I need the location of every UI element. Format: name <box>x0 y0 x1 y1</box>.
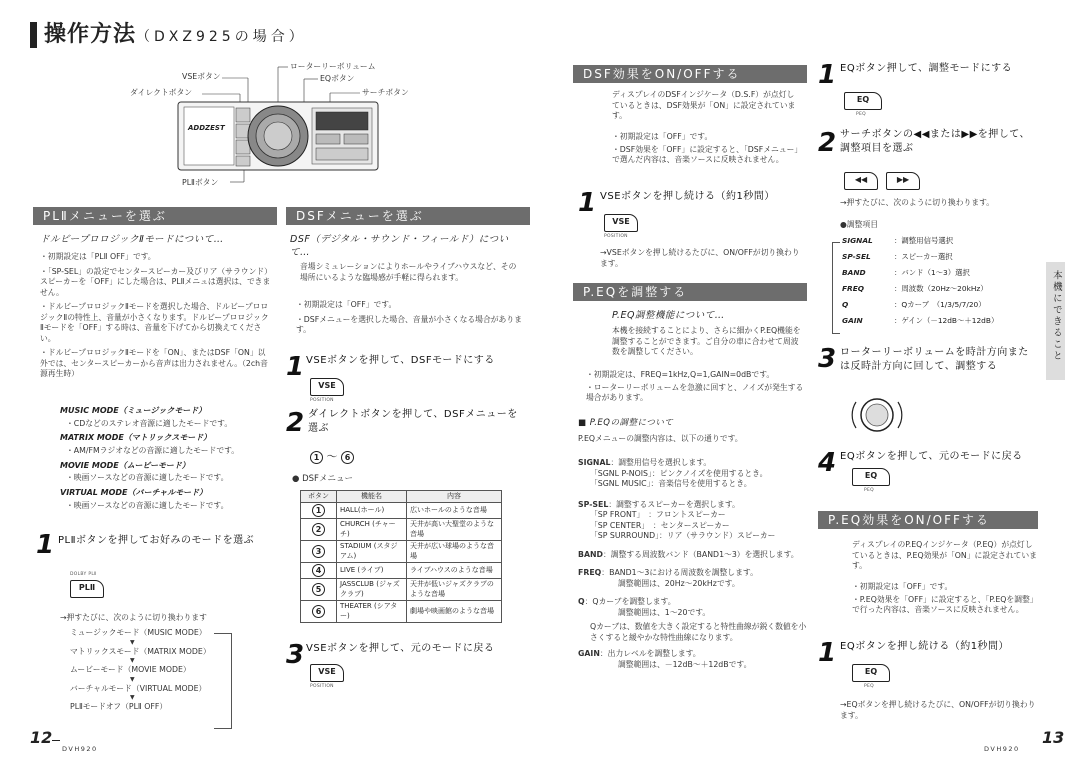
dsf-table <box>300 490 502 623</box>
dsf-onoff-step-text: VSEボタンを押し続ける（約1秒間） <box>600 191 775 202</box>
pl2-callout: PLⅡボタン <box>182 178 219 187</box>
footer-rule-left <box>52 740 60 741</box>
list-item: SIGNAL ：調整用信号選択 <box>842 236 954 245</box>
vse-button[interactable]: VSE <box>310 378 344 396</box>
eq-step2-text: サーチボタンの◀◀または▶▶を押して、調整項目を選ぶ <box>840 129 1031 154</box>
peq-option: 「SGNL P-NOIS」：ピンクノイズを使用するとき。 <box>590 468 768 478</box>
dsf-name: STADIUM (スタジアム) <box>337 541 407 563</box>
position-label: POSITION <box>310 684 334 689</box>
eq-step3-number: 3 <box>818 344 837 374</box>
chapter-side-tab: 本機にできること <box>1046 262 1065 380</box>
peq-label: PEQ <box>856 112 866 117</box>
list-item: FREQ ：周波数（20Hz～20kHz） <box>842 283 988 293</box>
peq-sub-heading: ■ P.EQの調整について <box>578 418 674 428</box>
eq-step2-note: →押すたびに、次のように切り換わります。 <box>840 198 995 207</box>
mode-name: MATRIX MODE（マトリックスモード） <box>60 433 212 443</box>
dsf-step2-text: ダイレクトボタンを押して、DSFメニューを選ぶ <box>308 409 518 434</box>
peq-onoff-step-number: 1 <box>818 638 837 668</box>
peq-onoff-note: ・初期設定は「OFF」です。 <box>852 582 953 591</box>
direct-button-icon: 4 <box>312 564 325 577</box>
down-arrow-icon: ▼ <box>130 675 135 683</box>
peq-onoff-note: ・P.EQ効果を「OFF」に設定すると、「P.EQを調整」で行った内容は、音楽ソースに反映されません。 <box>852 594 1038 615</box>
search-callout: サーチボタン <box>362 88 409 97</box>
unit-drawing <box>130 62 430 192</box>
eq-step1-number: 1 <box>818 60 837 90</box>
eq-button[interactable]: EQ <box>844 92 882 110</box>
pl2-cycle-note: →押すたびに、次のように切り換わります <box>60 613 207 622</box>
dsf-desc: 広いホールのような音場 <box>407 503 502 519</box>
direct-callout: ダイレクトボタン <box>130 88 193 97</box>
down-arrow-icon: ▼ <box>130 657 135 665</box>
pl2-note: ・「SP-SEL」の設定でセンタースピーカー及びリア（サラウンド）スピーカーを「OFF」にした場合は、PLⅡメニュは選択は、できません。 <box>40 266 272 297</box>
dsf-desc: 天井が低いジャズクラブのような音場 <box>407 579 502 601</box>
peq-note: ・ローターリーボリュームを急激に回すと、ノイズが発生する場合があります。 <box>586 382 804 403</box>
peq-item-signal: SIGNAL：調整用信号を選択します。 <box>578 458 712 467</box>
dsf-name: THEATER (シアター) <box>337 601 407 623</box>
mode-desc: ・映画ソースなどの音源に適したモードです。 <box>66 500 229 510</box>
direct-button-icon: 5 <box>312 583 325 596</box>
cycle-item: ムービーモード（MOVIE MODE） <box>70 665 191 675</box>
vse-callout: VSEボタン <box>182 72 221 81</box>
pl2-note: ・初期設定は「PLⅡ OFF」です。 <box>40 252 156 261</box>
table-row <box>301 503 502 519</box>
peq-heading: P.EQ調整機能について… <box>612 310 725 321</box>
unit-diagram <box>130 62 430 192</box>
cycle-item: マトリックスモード（MATRIX MODE） <box>70 646 211 656</box>
eq-step2-number: 2 <box>818 128 837 158</box>
eq-step4-text: EQボタンを押して、元のモードに戻る <box>840 451 1023 462</box>
dsf-heading: DSF（デジタル・サウンド・フィールド）について… <box>290 234 509 258</box>
peq-desc: 本機を接続することにより、さらに細かくP.EQ機能を調整することができます。ご自分の車に合わせて周波数を調整してください。 <box>612 326 801 357</box>
dsf-onoff-bar: DSF効果をON/OFFする <box>573 65 807 83</box>
dsf-step1-text: VSEボタンを押して、DSFモードにする <box>306 355 495 366</box>
dsf-desc: 天井が広い球場のような音場 <box>407 541 502 563</box>
peq-label: PEQ <box>864 488 874 493</box>
pl2-modes <box>60 406 280 515</box>
direct-button-icon: 6 <box>312 605 325 618</box>
dsf-note: ・DSFメニューを選択した場合、音量が小さくなる場合があります。 <box>296 314 522 335</box>
pl2-heading: ドルビープロロジックⅡモードについて… <box>40 234 224 245</box>
peq-onoff-desc: ディスプレイのP.EQインジケータ（P.EQ）が点灯しているときは、P.EQ効果が「ON」に設定されています。 <box>852 540 1037 571</box>
list-item: BAND ：バンド（1～3）選択 <box>842 267 970 277</box>
dsf-menu-title: ● DSFメニュー <box>292 474 353 484</box>
cycle-item: バーチャルモード（VIRTUAL MODE） <box>70 683 207 693</box>
pl2-step-text: PLⅡボタンを押してお好みのモードを選ぶ <box>58 535 255 546</box>
vse-button[interactable]: VSE <box>310 664 344 682</box>
dsf-onoff-notes <box>612 132 802 166</box>
pl2-button-sub: DOLBY PLⅡ <box>70 572 97 577</box>
direct-button-icon: 3 <box>312 545 325 558</box>
peq-item-list <box>578 458 808 670</box>
peq-item-spsel: SP-SEL：調整するスピーカーを選択します。 <box>578 499 740 509</box>
pl2-step-number: 1 <box>36 530 55 560</box>
dsf-step3-text: VSEボタンを押して、元のモードに戻る <box>306 643 495 654</box>
eq-button[interactable]: EQ <box>852 664 890 682</box>
title-marker <box>30 22 37 48</box>
peq-freq-range: 調整範囲は、20Hz～20kHzです。 <box>618 578 740 588</box>
peq-section-bar: P.EQを調整する <box>573 283 807 301</box>
dsf-name: LIVE (ライブ) <box>337 563 407 579</box>
dsf-name: CHURCH (チャーチ) <box>337 519 407 541</box>
dsf-onoff-note: ・初期設定は「OFF」です。 <box>612 132 713 141</box>
peq-onoff-step-text: EQボタンを押し続ける（約1秒間） <box>840 641 1010 652</box>
mode-name: VIRTUAL MODE（バーチャルモード） <box>60 487 207 497</box>
pl2-note: ・ドルビープロロジックⅡモードを選択した場合、ドルビープロロジックⅡの特性上、音量が小さくなります。ドルビープロロジックⅡモードを「OFF」する時は、音量を下げてから切換えてください。 <box>40 302 269 343</box>
direct-button-range <box>310 450 354 465</box>
mode-desc: ・映画ソースなどの音源に適したモードです。 <box>66 473 229 483</box>
direct-button-1[interactable]: 1 <box>310 451 323 464</box>
col-name: 機能名 <box>337 491 407 503</box>
dsf-desc: 劇場や映画館のような音場 <box>407 601 502 623</box>
peq-q-range: 調整範囲は、1～20です。 <box>618 607 711 617</box>
peq-option: 「SP CENTER」 ：センタースピーカー <box>590 520 730 530</box>
rotary-callout: ローターリーボリューム <box>290 62 376 71</box>
model-left: DVH920 <box>62 745 98 753</box>
dsf-step1-number: 1 <box>286 352 305 382</box>
dsf-onoff-desc: ディスプレイのDSFインジケータ（D.S.F）が点灯しているときは、DSF効果が「ON」に設定されています。 <box>612 90 796 121</box>
peq-item-gain: GAIN：出力レベルを調整します。 <box>578 649 701 659</box>
list-item: SP-SEL ：スピーカー選択 <box>842 251 953 261</box>
eq-list-title: ●調整項目 <box>840 220 878 229</box>
peq-onoff-bar: P.EQ効果をON/OFFする <box>818 511 1038 529</box>
table-row <box>301 541 502 563</box>
mode-desc: ・AM/FMラジオなどの音源に適したモードです。 <box>66 446 240 456</box>
dsf-name: HALL(ホール) <box>337 503 407 519</box>
eq-step3-text: ローターリーボリュームを時計方向また は反時計方向に回して、調整する <box>840 347 1029 372</box>
table-row <box>301 579 502 601</box>
down-arrow-icon: ▼ <box>130 638 135 646</box>
peq-note: ・初期設定は、FREQ=1kHz,Q=1,GAIN=0dBです。 <box>586 370 775 379</box>
eq-button[interactable]: EQ <box>852 468 890 486</box>
table-row <box>301 601 502 623</box>
eq-callout: EQボタン <box>320 74 355 83</box>
dsf-note: ・初期設定は「OFF」です。 <box>296 300 397 309</box>
table-row <box>301 563 502 579</box>
pl2-note: ・ドルビープロロジックⅡモードを「ON」、またはDSF「ON」以外では、センタースピーカーから音声は出力されません。（2ch音源再生時） <box>40 348 268 379</box>
peq-item-freq: FREQ：BAND1～3における周波数を調整します。 <box>578 568 758 578</box>
dsf-notes <box>296 300 524 336</box>
position-label: POSITION <box>604 234 628 239</box>
search-forward-button[interactable]: ▶▶ <box>886 172 920 190</box>
eq-step4-number: 4 <box>818 448 837 478</box>
direct-button-6[interactable]: 6 <box>341 451 354 464</box>
peq-item-band: BAND：調整する周波数バンド（BAND1～3）を選択します。 <box>578 549 799 559</box>
direct-button-icon: 2 <box>312 523 325 536</box>
dsf-step2-number: 2 <box>286 408 305 438</box>
dsf-description: 音場シミュレーションによりホールやライブハウスなど、その場所にいるような臨場感が手軽に得られます。 <box>300 262 517 282</box>
model-right: DVH920 <box>984 745 1020 753</box>
list-item: GAIN ：ゲイン（－12dB～＋12dB） <box>842 315 999 325</box>
peq-option: 「SP FRONT」 ：フロントスピーカー <box>590 510 726 520</box>
col-button: ボタン <box>301 491 337 503</box>
peq-option: 「SP SURROUND」：リア（サラウンド）スピーカー <box>590 531 776 541</box>
peq-onoff-after: →EQボタンを押し続けるたびに、ON/OFFが切り換わります。 <box>840 700 1036 720</box>
peq-onoff-notes <box>852 582 1038 616</box>
position-label: POSITION <box>310 398 334 403</box>
page-number-right: 13 <box>1042 728 1065 747</box>
dsf-name: JASSCLUB (ジャズクラブ) <box>337 579 407 601</box>
dsf-desc: ライブハウスのような音場 <box>407 563 502 579</box>
page-number-left: 12 <box>30 728 53 747</box>
dsf-desc: 天井が高い大聖堂のような音場 <box>407 519 502 541</box>
eq-list-loop <box>832 242 840 334</box>
table-row <box>301 519 502 541</box>
mode-desc: ・CDなどのステレオ音源に適したモードです。 <box>66 418 233 428</box>
mode-name: MUSIC MODE（ミュージックモード） <box>60 406 207 415</box>
peq-sub-desc: P.EQメニューの調整内容は、以下の通りです。 <box>578 434 743 443</box>
cycle-loop-line <box>214 633 232 729</box>
peq-label: PEQ <box>864 684 874 689</box>
dsf-table-header <box>301 491 502 503</box>
peq-option: 「SGNL MUSIC」：音楽信号を使用するとき。 <box>590 479 752 489</box>
direct-button-icon: 1 <box>312 504 325 517</box>
pl2-notes <box>40 252 272 380</box>
dsf-section-bar: DSFメニューを選ぶ <box>286 207 530 225</box>
range-tilde: ～ <box>326 450 338 463</box>
vse-button[interactable]: VSE <box>604 214 638 232</box>
dsf-onoff-note: ・DSF効果を「OFF」に設定すると、「DSFメニュー」で選んだ内容は、音楽ソースに反映されません。 <box>612 144 799 165</box>
list-item: Q ：Qカーブ （1/3/5/7/20） <box>842 299 986 309</box>
peq-gain-range: 調整範囲は、－12dB～＋12dBです。 <box>618 659 752 669</box>
cycle-item: ミュージックモード（MUSIC MODE） <box>70 628 207 637</box>
eq-step1-text: EQボタン押して、調整モードにする <box>840 63 1013 74</box>
cycle-item: PLⅡモードオフ（PLⅡ OFF） <box>70 702 168 712</box>
dsf-onoff-after: →VSEボタンを押し続けるたびに、ON/OFFが切り換わります。 <box>600 248 800 268</box>
peq-notes <box>586 370 804 404</box>
peq-item-q: Q：Qカーブを調整します。 <box>578 597 676 607</box>
col-content: 内容 <box>407 491 502 503</box>
search-back-button[interactable]: ◀◀ <box>844 172 878 190</box>
eq-item-list <box>842 236 1032 326</box>
down-arrow-icon: ▼ <box>130 694 135 702</box>
rotary-knob-icon <box>846 390 908 440</box>
pl2-section-bar: PLⅡメニューを選ぶ <box>33 207 277 225</box>
dsf-step3-number: 3 <box>286 640 305 670</box>
mode-name: MOVIE MODE（ムービーモード） <box>60 460 190 470</box>
page-title: 操作方法（DXZ925の場合） <box>44 22 307 47</box>
brand-logo: ADDZEST <box>188 124 225 132</box>
dsf-onoff-step-number: 1 <box>578 188 597 218</box>
peq-q-note: Qカーブは、数値を大きく設定すると特性曲線が鋭く数値を小さくすると緩やかな特性曲線になります。 <box>590 622 807 642</box>
pl2-button[interactable]: PLⅡ <box>70 580 104 598</box>
